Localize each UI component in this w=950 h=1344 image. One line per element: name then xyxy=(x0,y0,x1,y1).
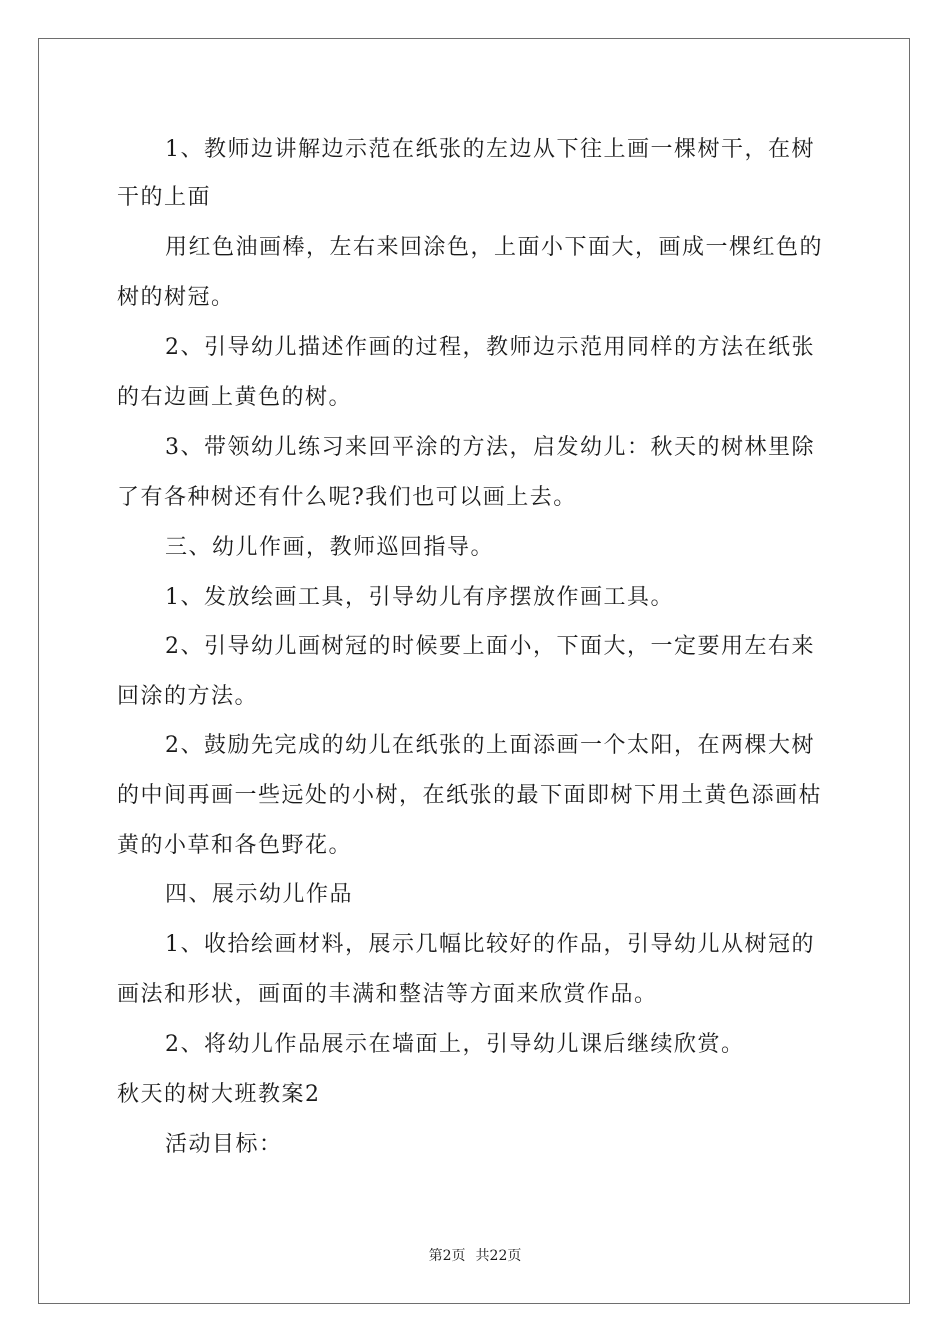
section-heading: 四、展示幼儿作品 xyxy=(165,882,354,907)
paragraph-line: 1、收拾绘画材料，展示几幅比较好的作品，引导幼儿从树冠的 xyxy=(165,932,815,957)
paragraph-line: 1、教师边讲解边示范在纸张的左边从下往上画一棵树干，在树 xyxy=(165,137,815,162)
paragraph-line: 2、鼓励先完成的幼儿在纸张的上面添画一个太阳，在两棵大树 xyxy=(165,733,815,758)
paragraph-line: 3、带领幼儿练习来回平涂的方法，启发幼儿：秋天的树林里除 xyxy=(165,435,815,460)
page-total: 共22页 xyxy=(475,1248,522,1264)
document-title: 秋天的树大班教案2 xyxy=(117,1082,321,1107)
paragraph-line: 画法和形状，画面的丰满和整洁等方面来欣赏作品。 xyxy=(117,982,658,1007)
paragraph-line: 干的上面 xyxy=(117,185,212,210)
paragraph-line: 2、引导幼儿描述作画的过程，教师边示范用同样的方法在纸张 xyxy=(165,335,815,360)
page-footer xyxy=(0,1246,950,1266)
paragraph-line: 回涂的方法。 xyxy=(117,684,259,709)
section-heading: 活动目标： xyxy=(165,1132,283,1157)
page-number: 第2页 xyxy=(428,1248,466,1264)
paragraph-line: 1、发放绘画工具，引导幼儿有序摆放作画工具。 xyxy=(165,585,674,610)
section-heading: 三、幼儿作画，教师巡回指导。 xyxy=(165,535,495,560)
paragraph-line: 黄的小草和各色野花。 xyxy=(117,833,353,858)
paragraph-line: 用红色油画棒，左右来回涂色，上面小下面大，画成一棵红色的 xyxy=(165,235,824,260)
paragraph-line: 的中间再画一些远处的小树，在纸张的最下面即树下用土黄色添画枯 xyxy=(117,783,823,808)
paragraph-line: 2、引导幼儿画树冠的时候要上面小，下面大，一定要用左右来 xyxy=(165,634,815,659)
paragraph-line: 了有各种树还有什么呢?我们也可以画上去。 xyxy=(117,485,577,510)
paragraph-line: 2、将幼儿作品展示在墙面上，引导幼儿课后继续欣赏。 xyxy=(165,1032,745,1057)
paragraph-line: 树的树冠。 xyxy=(117,285,235,310)
page-border xyxy=(38,38,910,1304)
paragraph-line: 的右边画上黄色的树。 xyxy=(117,385,353,410)
